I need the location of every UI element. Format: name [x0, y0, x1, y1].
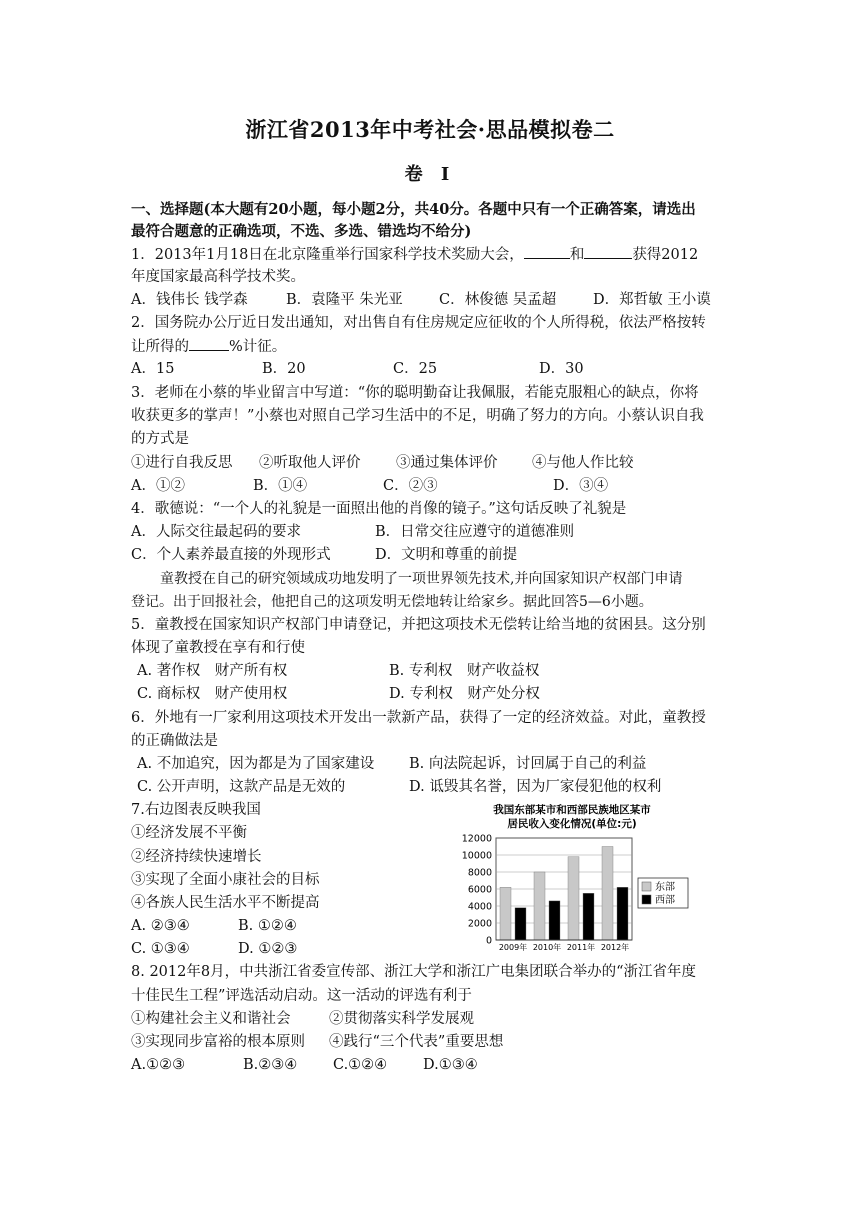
q6-option-d: D. 诋毁其名誉，因为厂家侵犯他的权利 [409, 779, 662, 795]
section-instructions-line-2: 最符合题意的正确选项，不选、多选、错选均不给分) [131, 223, 472, 240]
chart-plot-area [462, 834, 688, 953]
page-title: 浙江省2013年中考社会·思品模拟卷二 [245, 117, 615, 142]
chart-bar-east [534, 872, 545, 940]
q4-option-c: C．个人素养最直接的外现形式 [131, 547, 331, 563]
exam-part-heading: 卷 Ⅰ [404, 164, 456, 185]
q2-option-d: D．30 [539, 361, 584, 377]
q8-stem-line-2: 十佳民生工程”评选活动启动。这一活动的评选有利于 [131, 988, 472, 1004]
q6-stem-line-1: 6．外地有一厂家利用这项技术开发出一款新产品，获得了一定的经济效益。对此，童教授 [131, 710, 706, 726]
q3-item-3: ③通过集体评价 [396, 455, 498, 471]
q3-option-a: A．①② [131, 478, 185, 494]
chart-y-tick-label: 0 [485, 935, 492, 947]
chart-x-tick-label: 2012年 [600, 943, 630, 952]
q1-option-a: A．钱伟长 钱学森 [131, 292, 248, 308]
q7-option-b: B. ①②④ [238, 918, 297, 934]
q2-blank [189, 335, 229, 351]
chart-bar-east [568, 857, 579, 940]
q5-stem-line-2: 体现了童教授在享有和行使 [131, 640, 305, 656]
q3-option-d: D．③④ [553, 478, 609, 494]
q1-option-d: D．郑哲敏 王小谟 [593, 292, 711, 308]
q2-option-c: C．25 [393, 361, 438, 377]
q3-stem-line-2: 收获更多的掌声！”小蔡也对照自己学习生活中的不足，明确了努力的方向。小蔡认识自我 [131, 408, 704, 424]
q1-stem-part-c: 获得2012 [632, 247, 699, 263]
q2-stem-line-2 [131, 335, 286, 358]
chart-bar-east [500, 887, 511, 940]
q7-stem: 7.右边图表反映我国 [131, 802, 261, 818]
chart-title: 我国东部某市和西部民族地区某市 [493, 804, 651, 816]
q2-stem-line-1: 2．国务院办公厅近日发出通知，对出售自有住房规定应征收的个人所得税，依法严格按转 [131, 315, 706, 331]
q6-stem-line-2: 的正确做法是 [131, 733, 218, 749]
q3-option-b: B．①④ [253, 478, 308, 494]
q3-stem-line-1: 3．老师在小蔡的毕业留言中写道：“你的聪明勤奋让我佩服，若能克服粗心的缺点，你将 [131, 385, 699, 401]
q8-item-4: ④践行“三个代表”重要思想 [329, 1034, 504, 1050]
q2-stem-part-b: %计征。 [229, 339, 287, 355]
q4-option-a: A．人际交往最起码的要求 [131, 524, 301, 540]
q1-stem-line-1 [131, 243, 698, 266]
q7-option-c: C. ①③④ [131, 941, 190, 957]
chart-x-tick-label: 2011年 [566, 943, 596, 952]
q6-option-c: C. 公开声明，这款产品是无效的 [137, 779, 346, 795]
chart-y-tick-label: 4000 [467, 901, 492, 913]
q8-item-2: ②贯彻落实科学发展观 [329, 1011, 474, 1027]
q5-option-d: D. 专利权 财产处分权 [389, 686, 540, 702]
q2-option-b: B．20 [262, 361, 306, 377]
q6-option-b: B. 向法院起诉，讨回属于自己的利益 [409, 756, 647, 772]
q1-blank-2 [584, 243, 632, 259]
q1-stem-part-a: 1．2013年1月18日在北京隆重举行国家科学技术奖励大会， [131, 247, 524, 263]
q4-option-d: D．文明和尊重的前提 [375, 547, 518, 563]
q5-option-c: C. 商标权 财产使用权 [137, 686, 288, 702]
q3-option-c: C．②③ [383, 478, 438, 494]
q8-option-c: C.①②④ [333, 1057, 388, 1073]
q4-stem: 4．歌德说：“一个人的礼貌是一面照出他的肖像的镜子。”这句话反映了礼貌是 [131, 501, 627, 517]
chart-y-tick-label: 12000 [461, 833, 492, 845]
q3-item-1: ①进行自我反思 [131, 455, 233, 471]
chart-y-tick-label: 6000 [467, 884, 492, 896]
chart-bar-west [549, 901, 560, 940]
material-line-1: 童教授在自己的研究领域成功地发明了一项世界领先技术,并向国家知识产权部门申请 [160, 571, 683, 587]
q8-stem-line-1: 8. 2012年8月，中共浙江省委宣传部、浙江大学和浙江广电集团联合举办的“浙江省年度 [131, 964, 696, 980]
chart-x-tick-label: 2010年 [532, 943, 562, 952]
q8-item-1: ①构建社会主义和谐社会 [131, 1011, 291, 1027]
q1-stem-line-2: 年度国家最高科学技术奖。 [131, 269, 305, 285]
chart-y-tick-label: 10000 [461, 850, 492, 862]
q3-item-4: ④与他人作比较 [532, 455, 634, 471]
chart-legend-label: 西部 [655, 895, 675, 906]
q8-item-3: ③实现同步富裕的根本原则 [131, 1034, 305, 1050]
q7-item-2: ②经济持续快速增长 [131, 849, 262, 865]
chart-y-tick-label: 2000 [467, 918, 492, 930]
q8-option-b: B.②③④ [243, 1057, 298, 1073]
chart-bar-east [602, 847, 613, 941]
chart-bar-west [583, 893, 594, 940]
q4-option-b: B．日常交往应遵守的道德准则 [375, 524, 575, 540]
chart-bar-west [515, 908, 526, 940]
chart-subtitle: 居民收入变化情况(单位:元) [507, 818, 637, 830]
q8-option-d: D.①③④ [423, 1057, 478, 1073]
q7-option-a: A. ②③④ [131, 918, 190, 934]
q1-option-c: C．林俊德 吴孟超 [439, 292, 557, 308]
q1-stem-part-b: 和 [569, 247, 585, 263]
material-line-2: 登记。出于回报社会，他把自己的这项发明无偿地转让给家乡。据此回答5—6小题。 [131, 594, 653, 610]
q5-stem-line-1: 5．童教授在国家知识产权部门申请登记，并把这项技术无偿转让给当地的贫困县。这分别 [131, 617, 706, 633]
q2-stem-part-a: 让所得的 [131, 339, 189, 355]
chart-y-tick-label: 8000 [467, 867, 492, 879]
chart-legend-swatch [642, 882, 651, 891]
chart-legend-label: 东部 [655, 882, 675, 893]
chart-legend-swatch [642, 895, 651, 904]
chart-bar-west [617, 887, 628, 940]
q5-option-b: B. 专利权 财产收益权 [389, 663, 540, 679]
q3-item-2: ②听取他人评价 [259, 455, 361, 471]
q7-item-1: ①经济发展不平衡 [131, 825, 247, 841]
income-bar-chart [452, 800, 697, 958]
chart-x-tick-label: 2009年 [498, 943, 528, 952]
q2-option-a: A．15 [131, 361, 175, 377]
q1-blank-1 [524, 243, 570, 259]
q8-option-a: A.①②③ [131, 1057, 186, 1073]
section-instructions-line-1: 一、选择题(本大题有20小题，每小题2分，共40分。各题中只有一个正确答案，请选出 [131, 201, 696, 218]
q6-option-a: A. 不加追究，因为都是为了国家建设 [137, 756, 375, 772]
q7-item-3: ③实现了全面小康社会的目标 [131, 872, 320, 888]
q3-stem-line-3: 的方式是 [131, 431, 189, 447]
q7-item-4: ④各族人民生活水平不断提高 [131, 895, 320, 911]
q7-option-d: D. ①②③ [238, 941, 298, 957]
q5-option-a: A. 著作权 财产所有权 [137, 663, 288, 679]
q1-option-b: B．袁隆平 朱光亚 [286, 292, 403, 308]
